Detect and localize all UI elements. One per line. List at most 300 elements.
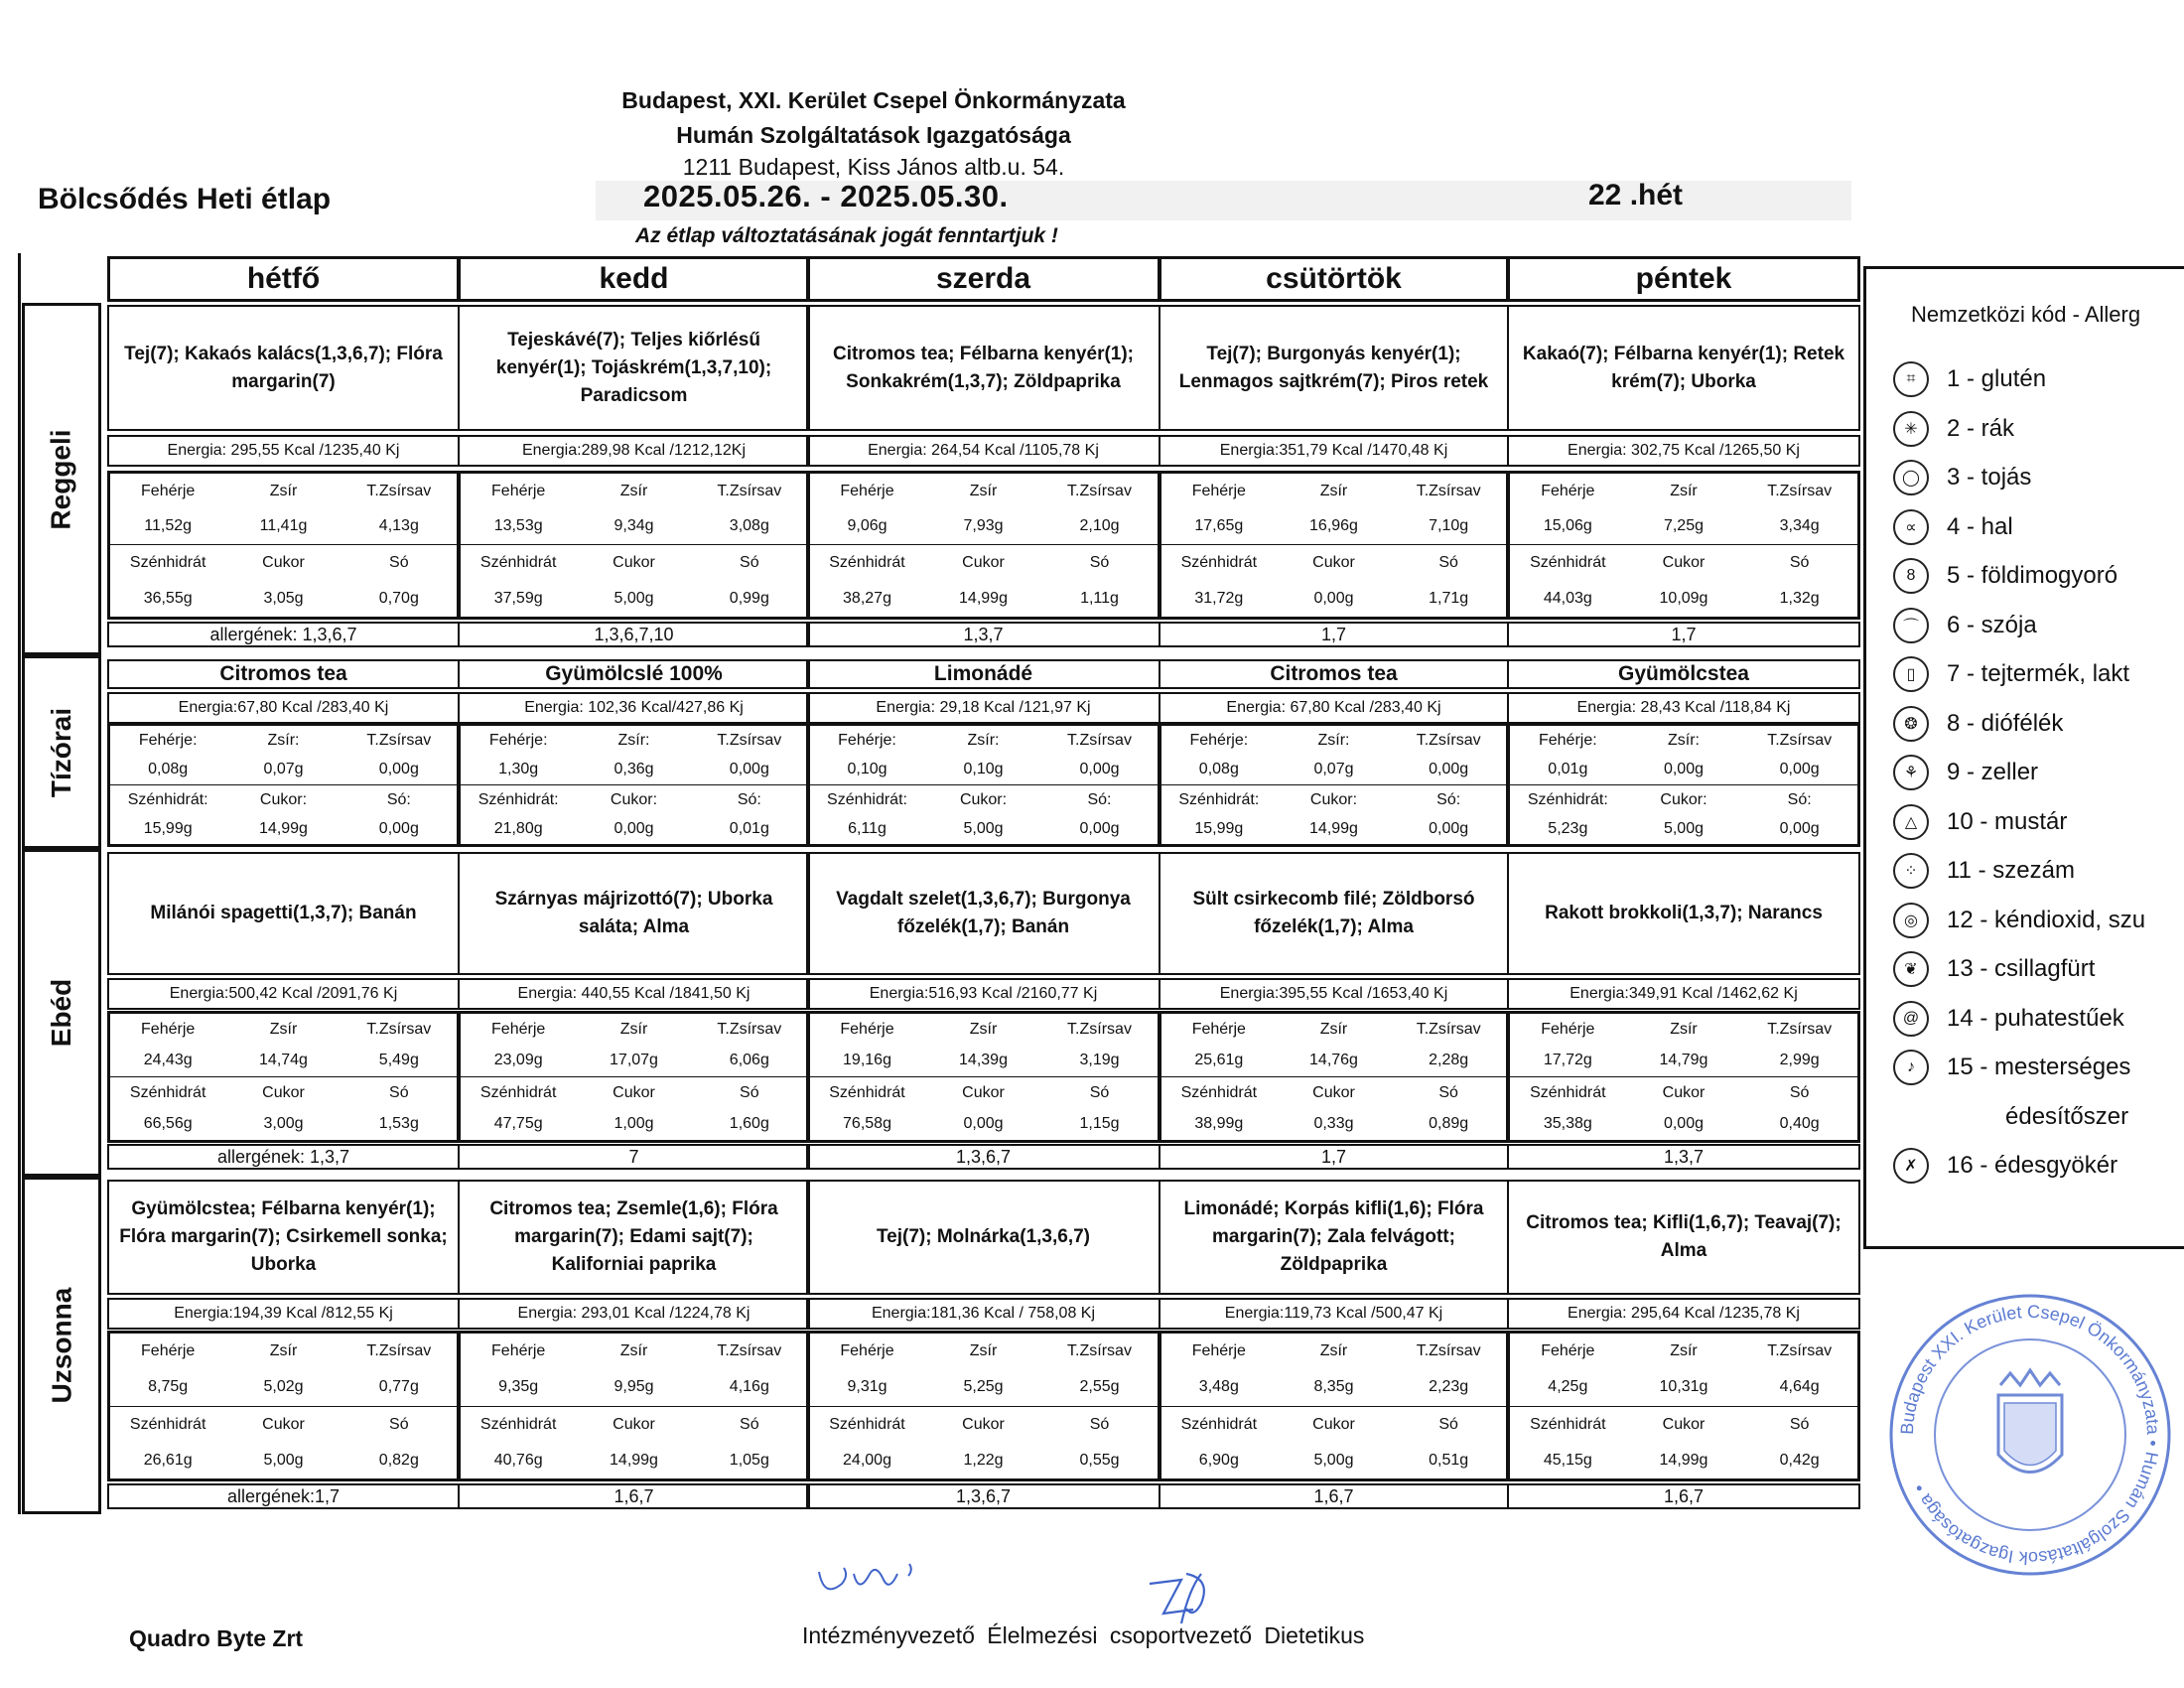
nutrient-value: 3,00g bbox=[263, 1115, 304, 1133]
uzsonna-menu-1: Citromos tea; Zsemle(1,6); Flóra margarin(7); Edami sajt(7); Kaliforniai paprika bbox=[458, 1180, 810, 1295]
nutrient-label: Cukor bbox=[1277, 1076, 1392, 1108]
nutrient-value: 44,03g bbox=[1543, 590, 1592, 608]
nutrient-label: Zsír bbox=[1319, 482, 1348, 499]
nutrient-label: Cukor bbox=[225, 545, 341, 581]
nutrient-label: Szénhidrát bbox=[461, 1076, 576, 1108]
nutrient-value: 2,28g bbox=[1429, 1052, 1469, 1069]
nutrient-value: 8,75g bbox=[148, 1378, 189, 1396]
tizorai-energy-0: Energia:67,80 Kcal /283,40 Kj bbox=[107, 692, 460, 724]
nutrient-label: Zsír bbox=[1670, 1342, 1698, 1359]
nutrient-value: 3,34g bbox=[1779, 517, 1820, 535]
tizorai-menu-2: Limonádé bbox=[806, 659, 1160, 689]
nutrient-value: 17,65g bbox=[1194, 517, 1244, 535]
nutrient-value: 0,00g bbox=[1079, 820, 1120, 838]
tizorai-menu-4: Gyümölcstea bbox=[1507, 659, 1860, 689]
nutrient-label: Zsír bbox=[1319, 1020, 1348, 1038]
nutrient-value: 7,93g bbox=[963, 517, 1004, 535]
nutrient-value: 1,05g bbox=[729, 1452, 769, 1469]
nutrient-label: Cukor bbox=[1277, 1406, 1392, 1443]
crab-icon: ✳ bbox=[1893, 411, 1929, 447]
nutrient-label: Fehérje bbox=[141, 1020, 196, 1038]
nutrient-value: 10,31g bbox=[1659, 1378, 1708, 1396]
ebed-menu-4: Rakott brokkoli(1,3,7); Narancs bbox=[1507, 852, 1860, 975]
reggeli-energy-3: Energia:351,79 Kcal /1470,48 Kj bbox=[1159, 435, 1509, 467]
legend-item bbox=[1893, 704, 2063, 744]
nutrient-label: Só bbox=[1741, 1406, 1857, 1443]
nutrient-value: 8,35g bbox=[1313, 1378, 1354, 1396]
nutrient-value: 0,00g bbox=[1429, 820, 1469, 838]
nutrient-value: 7,10g bbox=[1429, 517, 1469, 535]
nutrient-value: 5,02g bbox=[263, 1378, 304, 1396]
nutrient-label: Cukor: bbox=[1277, 784, 1392, 814]
nutrient-label: Cukor bbox=[225, 1406, 341, 1443]
nutrient-value: 4,25g bbox=[1548, 1378, 1588, 1396]
nutrient-value: 0,00g bbox=[1079, 761, 1120, 778]
nutrient-value: 3,08g bbox=[729, 517, 769, 535]
nutrient-value: 0,00g bbox=[1313, 590, 1354, 608]
legend-label: 11 - szezám bbox=[1947, 857, 2075, 884]
tizorai-nutrition-4 bbox=[1507, 723, 1860, 847]
ebed-energy-0: Energia:500,42 Kcal /2091,76 Kj bbox=[107, 978, 460, 1010]
nutrient-value: 0,36g bbox=[614, 761, 654, 778]
nutrient-value: 0,00g bbox=[1429, 761, 1469, 778]
nutrient-label: Zsír: bbox=[1317, 731, 1350, 749]
nutrient-label: Fehérje bbox=[1191, 482, 1246, 499]
nutrient-label: Só bbox=[341, 1406, 457, 1443]
nutrient-label: Cukor bbox=[1626, 1406, 1742, 1443]
nutrient-value: 0,07g bbox=[1313, 761, 1354, 778]
nutrient-label: Cukor bbox=[1626, 1076, 1742, 1108]
coat-of-arms-icon bbox=[1998, 1370, 2062, 1473]
nutrient-value: 0,00g bbox=[963, 1115, 1004, 1133]
ebed-energy-4: Energia:349,91 Kcal /1462,62 Kj bbox=[1507, 978, 1860, 1010]
nutrient-value: 4,64g bbox=[1779, 1378, 1820, 1396]
nutrient-value: 0,55g bbox=[1079, 1452, 1120, 1469]
ebed-menu-2: Vagdalt szelet(1,3,6,7); Burgonya főzelék(1,7); Banán bbox=[806, 852, 1160, 975]
nutrient-label: T.Zsírsav bbox=[1067, 1342, 1132, 1359]
celery-icon: ⚘ bbox=[1893, 755, 1929, 790]
nutrient-label: T.Zsírsav bbox=[366, 482, 432, 499]
nutrient-label: Só bbox=[1041, 1406, 1158, 1443]
nutrient-value: 4,16g bbox=[729, 1378, 769, 1396]
nutrient-value: 9,06g bbox=[847, 517, 887, 535]
nutrient-label: Zsír bbox=[269, 482, 298, 499]
nutrient-label: Szénhidrát bbox=[809, 1076, 925, 1108]
nutrient-label: Só: bbox=[1041, 784, 1158, 814]
nutrient-value: 0,00g bbox=[1779, 761, 1820, 778]
legend-label: 7 - tejtermék, lakt bbox=[1947, 660, 2130, 687]
meal-label-tizorai: Tízórai bbox=[22, 655, 101, 849]
nutrient-value: 5,00g bbox=[963, 820, 1004, 838]
nutrient-label: Fehérje: bbox=[838, 731, 896, 749]
nutrient-value: 2,55g bbox=[1079, 1378, 1120, 1396]
nutrient-label: Zsír bbox=[619, 1020, 648, 1038]
nutrient-label: Fehérje bbox=[141, 1342, 196, 1359]
nutrient-label: Fehérje: bbox=[488, 731, 548, 749]
reggeli-allergens-4: 1,7 bbox=[1507, 622, 1860, 647]
nutrient-value: 47,75g bbox=[493, 1115, 543, 1133]
legend-label: 1 - glutén bbox=[1947, 365, 2047, 392]
nutrient-label: T.Zsírsav bbox=[366, 1020, 432, 1038]
uzsonna-energy-2: Energia:181,36 Kcal / 758,08 Kj bbox=[806, 1298, 1160, 1330]
nutrient-value: 17,07g bbox=[610, 1052, 658, 1069]
reggeli-menu-3: Tej(7); Burgonyás kenyér(1); Lenmagos sajtkrém(7); Piros retek bbox=[1159, 305, 1509, 431]
uzsonna-nutrition-4 bbox=[1507, 1331, 1860, 1481]
nutrient-value: 76,58g bbox=[843, 1115, 891, 1133]
nutrient-value: 14,99g bbox=[259, 820, 308, 838]
stamp-text: Budapest XXI. Kerület Csepel Önkormányzata • Humán Szolgáltatások Igazgatósága • bbox=[1896, 1301, 2164, 1569]
reggeli-menu-0: Tej(7); Kakaós kalács(1,3,6,7); Flóra margarin(7) bbox=[107, 305, 460, 431]
nutrient-value: 1,53g bbox=[378, 1115, 419, 1133]
nutrient-value: 9,31g bbox=[847, 1378, 887, 1396]
uzsonna-menu-0: Gyümölcstea; Félbarna kenyér(1); Flóra margarin(7); Csirkemell sonka; Uborka bbox=[107, 1180, 460, 1295]
nutrient-value: 6,06g bbox=[729, 1052, 769, 1069]
nutrient-value: 9,35g bbox=[498, 1378, 539, 1396]
nutrient-value: 6,90g bbox=[1198, 1452, 1239, 1469]
nutrient-value: 3,05g bbox=[263, 590, 304, 608]
legend-label: 14 - puhatestűek bbox=[1947, 1004, 2124, 1032]
reggeli-menu-2: Citromos tea; Félbarna kenyér(1); Sonkakrém(1,3,7); Zöldpaprika bbox=[806, 305, 1160, 431]
legend-item bbox=[1893, 949, 2095, 989]
date-range: 2025.05.26. - 2025.05.30. bbox=[643, 179, 1009, 213]
dept-name: Humán Szolgáltatások Igazgatósága bbox=[676, 122, 1071, 148]
nutrient-value: 37,59g bbox=[493, 590, 543, 608]
reggeli-allergens-3: 1,7 bbox=[1159, 622, 1509, 647]
uzsonna-energy-4: Energia: 295,64 Kcal /1235,78 Kj bbox=[1507, 1298, 1860, 1330]
nutrient-label: Só bbox=[1391, 545, 1506, 581]
nutrient-label: Só bbox=[1391, 1076, 1506, 1108]
legend-label: 15 - mesterséges bbox=[1947, 1054, 2131, 1080]
nutrient-value: 0,08g bbox=[148, 761, 189, 778]
legend-item bbox=[1893, 359, 2046, 399]
reggeli-energy-4: Energia: 302,75 Kcal /1265,50 Kj bbox=[1507, 435, 1860, 467]
legend-label: 2 - rák bbox=[1947, 414, 2015, 442]
nutrient-value: 15,06g bbox=[1543, 517, 1592, 535]
uzsonna-allergens-0: allergének:1,7 bbox=[107, 1483, 460, 1509]
legend-label: 9 - zeller bbox=[1947, 759, 2039, 785]
ebed-nutrition-2 bbox=[806, 1011, 1160, 1143]
legend-title: Nemzetközi kód - Allerg bbox=[1911, 302, 2141, 327]
reggeli-menu-4: Kakaó(7); Félbarna kenyér(1); Retek krém(7); Uborka bbox=[1507, 305, 1860, 431]
nutrient-value: 36,55g bbox=[143, 590, 193, 608]
nutrient-label: Só bbox=[1391, 1406, 1506, 1443]
nutrient-value: 1,32g bbox=[1779, 590, 1820, 608]
nutrient-value: 0,99g bbox=[729, 590, 769, 608]
nutrient-label: Cukor: bbox=[225, 784, 341, 814]
meal-label-ebed: Ebéd bbox=[22, 849, 101, 1177]
nutrient-label: Fehérje: bbox=[1538, 731, 1597, 749]
nutrient-label: T.Zsírsav bbox=[717, 731, 782, 749]
nut-icon: ❂ bbox=[1893, 706, 1929, 742]
nutrient-label: T.Zsírsav bbox=[1067, 731, 1132, 749]
legend-label: 16 - édesgyökér bbox=[1947, 1152, 2118, 1179]
nutrient-label: T.Zsírsav bbox=[1767, 731, 1833, 749]
nutrient-value: 14,99g bbox=[959, 590, 1008, 608]
uzsonna-energy-0: Energia:194,39 Kcal /812,55 Kj bbox=[107, 1298, 460, 1330]
nutrient-label: T.Zsírsav bbox=[1416, 482, 1481, 499]
nutrient-label: Szénhidrát bbox=[809, 1406, 925, 1443]
legend-item bbox=[1893, 458, 2031, 497]
nutrient-label: Szénhidrát: bbox=[110, 784, 225, 814]
legend-label: 3 - tojás bbox=[1947, 464, 2032, 491]
reggeli-nutrition-3 bbox=[1159, 471, 1509, 620]
nutrient-value: 3,48g bbox=[1198, 1378, 1239, 1396]
reggeli-energy-2: Energia: 264,54 Kcal /1105,78 Kj bbox=[806, 435, 1160, 467]
nutrient-value: 0,00g bbox=[1663, 1115, 1704, 1133]
nutrient-value: 66,56g bbox=[143, 1115, 193, 1133]
uzsonna-menu-3: Limonádé; Korpás kifli(1,6); Flóra margarin(7); Zala felvágott; Zöldpaprika bbox=[1159, 1180, 1509, 1295]
reggeli-menu-1: Tejeskávé(7); Teljes kiőrlésű kenyér(1); Tojáskrém(1,3,7,10); Paradicsom bbox=[458, 305, 810, 431]
nutrient-label: Só bbox=[1041, 545, 1158, 581]
nutrient-label: Só bbox=[692, 545, 807, 581]
nutrient-value: 0,00g bbox=[614, 820, 654, 838]
nutrient-label: Zsír bbox=[619, 1342, 648, 1359]
nutrient-value: 14,74g bbox=[259, 1052, 308, 1069]
nutrient-label: T.Zsírsav bbox=[1767, 1342, 1833, 1359]
tizorai-nutrition-1 bbox=[458, 723, 810, 847]
nutrient-label: Só bbox=[1741, 545, 1857, 581]
nutrient-label: Só bbox=[341, 1076, 457, 1108]
nutrient-label: T.Zsírsav bbox=[1067, 1020, 1132, 1038]
nutrient-value: 15,99g bbox=[143, 820, 193, 838]
nutrient-value: 5,23g bbox=[1548, 820, 1588, 838]
nutrient-value: 2,10g bbox=[1079, 517, 1120, 535]
nutrient-label: Cukor bbox=[1626, 545, 1742, 581]
wheat-icon: ⌗ bbox=[1893, 361, 1929, 397]
legend-label: 10 - mustár bbox=[1947, 807, 2068, 835]
nutrient-label: Szénhidrát: bbox=[1510, 784, 1626, 814]
nutrient-label: Cukor bbox=[225, 1076, 341, 1108]
uzsonna-nutrition-2 bbox=[806, 1331, 1160, 1481]
nutrient-value: 14,99g bbox=[1309, 820, 1358, 838]
nutrient-value: 40,76g bbox=[493, 1452, 543, 1469]
ebed-nutrition-3 bbox=[1159, 1011, 1509, 1143]
ebed-allergens-3: 1,7 bbox=[1159, 1144, 1509, 1170]
sesame-icon: ⁘ bbox=[1893, 853, 1929, 889]
nutrient-value: 0,33g bbox=[1313, 1115, 1354, 1133]
nutrient-label: Zsír bbox=[1319, 1342, 1348, 1359]
nutrient-value: 6,11g bbox=[848, 820, 887, 838]
nutrient-value: 10,09g bbox=[1659, 590, 1708, 608]
reggeli-allergens-2: 1,3,7 bbox=[806, 622, 1160, 647]
nutrient-label: T.Zsírsav bbox=[717, 1342, 782, 1359]
uzsonna-allergens-2: 1,3,6,7 bbox=[806, 1483, 1160, 1509]
nutrient-value: 1,71g bbox=[1429, 590, 1469, 608]
day-header-2: szerda bbox=[806, 256, 1160, 302]
nutrient-label: Szénhidrát bbox=[1510, 1406, 1626, 1443]
ebed-nutrition-4 bbox=[1507, 1011, 1860, 1143]
tizorai-nutrition-2 bbox=[806, 723, 1160, 847]
tizorai-energy-3: Energia: 67,80 Kcal /283,40 Kj bbox=[1159, 692, 1509, 724]
reggeli-nutrition-0 bbox=[107, 471, 460, 620]
signature-titles: Intézményvezető Élelmezési csoportvezető Dietetikus bbox=[802, 1622, 1365, 1648]
legend-item bbox=[1893, 999, 2124, 1039]
nutrient-label: Cukor: bbox=[576, 784, 691, 814]
signature-institution-head bbox=[814, 1554, 943, 1614]
nutrient-label: Só: bbox=[1391, 784, 1506, 814]
legend-item bbox=[1893, 1048, 2130, 1087]
nutrient-label: T.Zsírsav bbox=[1067, 482, 1132, 499]
nutrient-value: 31,72g bbox=[1194, 590, 1244, 608]
company-name: Quadro Byte Zrt bbox=[129, 1625, 304, 1651]
nutrient-label: T.Zsírsav bbox=[1767, 482, 1833, 499]
legend-item bbox=[1893, 654, 2129, 694]
nutrient-label: Zsír bbox=[269, 1020, 298, 1038]
nutrient-label: T.Zsírsav bbox=[366, 731, 432, 749]
nutrient-value: 35,38g bbox=[1543, 1115, 1592, 1133]
nutrient-label: Fehérje bbox=[1541, 482, 1595, 499]
nutrient-label: Só bbox=[692, 1076, 807, 1108]
reggeli-nutrition-2 bbox=[806, 471, 1160, 620]
nutrient-label: Fehérje bbox=[491, 1020, 546, 1038]
nutrient-label: Szénhidrát bbox=[1161, 1406, 1277, 1443]
nutrient-value: 2,99g bbox=[1779, 1052, 1820, 1069]
nutrient-label: Szénhidrát bbox=[110, 545, 225, 581]
nutrient-label: T.Zsírsav bbox=[366, 1342, 432, 1359]
nutrient-label: Fehérje bbox=[1191, 1020, 1246, 1038]
uzsonna-menu-2: Tej(7); Molnárka(1,3,6,7) bbox=[806, 1180, 1160, 1295]
nutrient-label: Zsír bbox=[969, 1342, 998, 1359]
nutrient-label: Fehérje bbox=[840, 1020, 894, 1038]
change-notice: Az étlap változtatásának jogát fenntartjuk ! bbox=[635, 224, 1058, 247]
week-number: 22 .hét bbox=[1588, 179, 1684, 211]
nutrient-label: T.Zsírsav bbox=[1416, 1020, 1481, 1038]
legend-label: 6 - szója bbox=[1947, 611, 2037, 638]
nutrient-value: 0,82g bbox=[378, 1452, 419, 1469]
lupin-icon: ❦ bbox=[1893, 951, 1929, 987]
nutrient-label: Fehérje bbox=[1541, 1342, 1595, 1359]
nutrient-label: Só bbox=[1041, 1076, 1158, 1108]
nutrient-value: 21,80g bbox=[493, 820, 543, 838]
ebed-energy-1: Energia: 440,55 Kcal /1841,50 Kj bbox=[458, 978, 810, 1010]
nutrient-label: T.Zsírsav bbox=[717, 482, 782, 499]
day-header-1: kedd bbox=[458, 256, 810, 302]
nutrient-label: Szénhidrát bbox=[461, 545, 576, 581]
nutrient-value: 0,00g bbox=[729, 761, 769, 778]
uzsonna-menu-4: Citromos tea; Kifli(1,6,7); Teavaj(7); Alma bbox=[1507, 1180, 1860, 1295]
nutrient-value: 1,00g bbox=[614, 1115, 654, 1133]
nutrient-label: Zsír: bbox=[967, 731, 1000, 749]
official-stamp bbox=[1881, 1286, 2179, 1584]
legend-label: 13 - csillagfürt bbox=[1947, 955, 2096, 982]
address: 1211 Budapest, Kiss János altb.u. 54. bbox=[682, 154, 1065, 180]
nutrient-value: 14,79g bbox=[1659, 1052, 1708, 1069]
nutrient-value: 16,96g bbox=[1309, 517, 1358, 535]
nutrient-value: 5,49g bbox=[378, 1052, 419, 1069]
nutrient-value: 25,61g bbox=[1194, 1052, 1244, 1069]
nutrient-label: T.Zsírsav bbox=[717, 1020, 782, 1038]
ebed-energy-3: Energia:395,55 Kcal /1653,40 Kj bbox=[1159, 978, 1509, 1010]
day-header-3: csütörtök bbox=[1159, 256, 1509, 302]
uzsonna-nutrition-3 bbox=[1159, 1331, 1509, 1481]
nutrient-label: T.Zsírsav bbox=[1416, 1342, 1481, 1359]
nutrient-value: 0,01g bbox=[729, 820, 769, 838]
nutrient-label: Szénhidrát bbox=[809, 545, 925, 581]
reggeli-allergens-0: allergének: 1,3,6,7 bbox=[107, 622, 460, 647]
reggeli-allergens-1: 1,3,6,7,10 bbox=[458, 622, 810, 647]
nutrient-label: Cukor bbox=[925, 1406, 1041, 1443]
nutrient-value: 7,25g bbox=[1663, 517, 1704, 535]
nutrient-value: 0,51g bbox=[1429, 1452, 1469, 1469]
nutrient-value: 0,01g bbox=[1548, 761, 1588, 778]
nutrient-label: Fehérje bbox=[491, 482, 546, 499]
nutrient-value: 24,00g bbox=[843, 1452, 891, 1469]
nutrient-label: Cukor bbox=[576, 545, 691, 581]
mustard-icon: △ bbox=[1893, 804, 1929, 840]
ebed-menu-3: Sült csirkecomb filé; Zöldborsó főzelék(1,7); Alma bbox=[1159, 852, 1509, 975]
nutrient-label: Cukor bbox=[576, 1076, 691, 1108]
nutrient-value: 15,99g bbox=[1194, 820, 1244, 838]
ebed-allergens-1: 7 bbox=[458, 1144, 810, 1170]
reggeli-nutrition-4 bbox=[1507, 471, 1860, 620]
meal-label-uzsonna: Uzsonna bbox=[22, 1177, 101, 1514]
uzsonna-energy-3: Energia:119,73 Kcal /500,47 Kj bbox=[1159, 1298, 1509, 1330]
nutrient-value: 4,13g bbox=[378, 517, 419, 535]
tizorai-menu-1: Gyümölcslé 100% bbox=[458, 659, 810, 689]
fish-icon: ∝ bbox=[1893, 509, 1929, 545]
legend-label: 12 - kéndioxid, szu bbox=[1947, 906, 2146, 933]
nutrient-value: 17,72g bbox=[1543, 1052, 1592, 1069]
nutrient-label: Szénhidrát: bbox=[809, 784, 925, 814]
nutrient-value: 14,76g bbox=[1309, 1052, 1358, 1069]
legend-item bbox=[2005, 1097, 2128, 1137]
milk-icon: ▯ bbox=[1893, 656, 1929, 692]
nutrient-value: 1,30g bbox=[498, 761, 539, 778]
nutrient-label: Fehérje bbox=[491, 1342, 546, 1359]
tizorai-menu-0: Citromos tea bbox=[107, 659, 460, 689]
nutrient-value: 24,43g bbox=[143, 1052, 193, 1069]
peanut-icon: 8 bbox=[1893, 558, 1929, 594]
nutrient-value: 26,61g bbox=[143, 1452, 193, 1469]
nutrient-label: Cukor: bbox=[925, 784, 1041, 814]
tizorai-menu-3: Citromos tea bbox=[1159, 659, 1509, 689]
legend-label: édesítőszer bbox=[2005, 1102, 2129, 1130]
nutrient-value: 1,15g bbox=[1079, 1115, 1120, 1133]
nutrient-value: 11,52g bbox=[144, 517, 193, 535]
legend-label: 8 - diófélék bbox=[1947, 709, 2064, 737]
nutrient-label: Zsír: bbox=[617, 731, 650, 749]
nutrient-value: 0,10g bbox=[847, 761, 887, 778]
nutrient-value: 38,27g bbox=[843, 590, 891, 608]
legend-label: 5 - földimogyoró bbox=[1947, 562, 2118, 589]
tizorai-energy-1: Energia: 102,36 Kcal/427,86 Kj bbox=[458, 692, 810, 724]
nutrient-label: Szénhidrát: bbox=[1161, 784, 1277, 814]
uzsonna-allergens-3: 1,6,7 bbox=[1159, 1483, 1509, 1509]
nutrient-label: Zsír bbox=[1670, 1020, 1698, 1038]
nutrient-label: Szénhidrát bbox=[110, 1076, 225, 1108]
nutrient-label: Szénhidrát bbox=[461, 1406, 576, 1443]
nutrient-label: T.Zsírsav bbox=[1416, 731, 1481, 749]
nutrient-label: Zsír bbox=[269, 1342, 298, 1359]
nutrient-label: Zsír bbox=[969, 482, 998, 499]
day-header-0: hétfő bbox=[107, 256, 460, 302]
nutrient-label: Fehérje bbox=[840, 1342, 894, 1359]
nutrient-value: 0,42g bbox=[1779, 1452, 1820, 1469]
sulphite-icon: ◎ bbox=[1893, 903, 1929, 938]
nutrient-label: Fehérje: bbox=[138, 731, 198, 749]
egg-icon: ◯ bbox=[1893, 460, 1929, 495]
nutrient-value: 5,00g bbox=[1313, 1452, 1354, 1469]
nutrient-value: 0,00g bbox=[1779, 820, 1820, 838]
nutrient-value: 1,11g bbox=[1080, 590, 1119, 608]
nutrient-label: Zsír bbox=[969, 1020, 998, 1038]
nutrient-value: 9,95g bbox=[614, 1378, 654, 1396]
page-title: Bölcsődés Heti étlap bbox=[38, 183, 332, 215]
nutrient-value: 1,60g bbox=[729, 1115, 769, 1133]
nutrient-value: 0,89g bbox=[1429, 1115, 1469, 1133]
nutrient-value: 14,99g bbox=[610, 1452, 658, 1469]
meal-label-reggeli: Reggeli bbox=[22, 303, 101, 655]
